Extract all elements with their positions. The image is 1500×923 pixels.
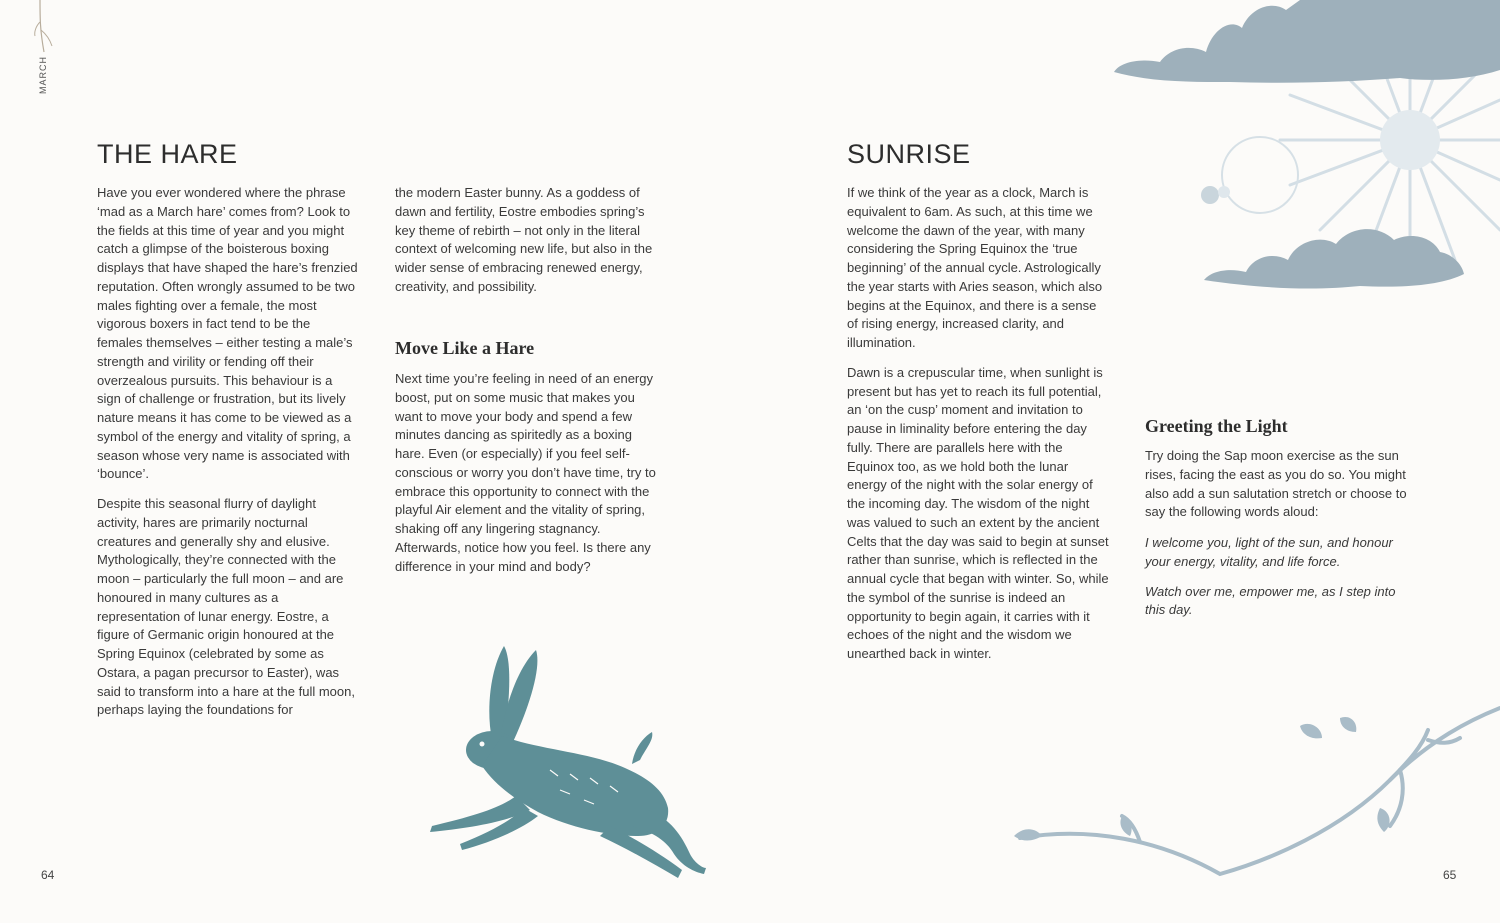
subhead-greeting-the-light: Greeting the Light (1145, 416, 1288, 436)
affirmation-line: Watch over me, empower me, as I step into this day. (1145, 583, 1396, 618)
affirmation-line: I welcome you, light of the sun, and honour your energy, vitality, and life force. (1145, 535, 1393, 569)
sunrise-column-1 (847, 184, 1109, 675)
subhead-move-like-a-hare: Move Like a Hare (395, 338, 535, 358)
paragraph: Next time you’re feeling in need of an energy boost, put on some music that makes you want to move your body and spend a few minutes dancing as spiritedly as a boxing hare. Even (or especially) if you feel self-conscious or worry you don’t have time, try to embrace this opportunity to connect with the playful Air element and the vitality of spring, shaking off any lingering stagnancy. Afterwards, notice how you feel. Is there any difference in your mind and body? (395, 371, 656, 574)
cloud-illustration (1200, 222, 1470, 302)
twig-icon (28, 0, 58, 60)
paragraph: If we think of the year as a clock, March is equivalent to 6am. As such, at this time we welcome the dawn of the year, with many considering the Spring Equinox the ‘true beginning’ of the annual cycle. Astrologically the year starts with Aries season, which also begins at the Equinox, and there is a sense of rising energy, increased clarity, and illumination. (847, 185, 1103, 350)
page-title-sunrise: SUNRISE (847, 139, 971, 169)
page-number-right: 65 (1443, 868, 1457, 882)
cloud-illustration (1110, 0, 1500, 90)
sunrise-column-2 (1145, 447, 1407, 533)
paragraph: Dawn is a crepuscular time, when sunlight is present but has yet to reach its full potential, an ‘on the cusp’ moment and invitation to pause in liminality before entering the day fully. There are parallels here with the Equinox too, as we hold both the lunar energy of the night with the solar energy of the incoming day. The wisdom of the night was valued to such an extent by the ancient Celts that the day was said to begin at sunset rather than sunrise, which is reflected in the annual cycle that began with winter. So, while the symbol of the sunrise is indeed an opportunity to begin again, it carries with it echoes of the night and the wisdom we unearthed back in winter. (847, 364, 1109, 661)
paragraph: Try doing the Sap moon exercise as the sun rises, facing the east as you do so. You might also add a sun salutation stretch or choose to say the following words aloud: (1145, 448, 1407, 520)
page-number-left: 64 (41, 868, 55, 882)
hare-illustration (420, 640, 710, 885)
branch-illustration (1010, 700, 1500, 885)
affirmation-block (1145, 534, 1407, 631)
running-header: MARCH (38, 56, 48, 94)
paragraph: the modern Easter bunny. As a goddess of dawn and fertility, Eostre embodies spring’s key theme of rebirth – not only in the literal context of welcoming new life, but also in the wider sense of embracing renewed energy, creativity, and possibility. (395, 185, 653, 294)
hare-column-1 (97, 184, 359, 731)
hare-column-2 (395, 184, 657, 308)
page-title-hare: THE HARE (97, 139, 238, 169)
hare-column-2b (395, 370, 657, 587)
paragraph: Despite this seasonal flurry of daylight activity, hares are primarily nocturnal creatures and generally shy and elusive. Mythologically, they’re connected with the moon – particularly the full moon – and are honoured in many cultures as a representation of lunar energy. Eostre, a figure of Germanic origin honoured at the Spring Equinox (celebrated by some as Ostara, a pagan precursor to Easter), was said to transform into a hare at the full moon, perhaps laying the foundations for (97, 496, 355, 718)
paragraph: Have you ever wondered where the phrase ‘mad as a March hare’ comes from? Look to the fields at this time of year and you might catch a glimpse of the boisterous boxing displays that have shaped the hare’s frenzied reputation. Often wrongly assumed to be two males fighting over a female, the most vigorous boxers in fact tend to be the females themselves – either testing a male’s strength and virility or fending off their overzealous pursuits. This behaviour is a sign of challenge or frustration, but its lively nature means it has come to be viewed as a symbol of the energy and vitality of spring, a season whose very name is associated with ‘bounce’. (97, 185, 358, 482)
